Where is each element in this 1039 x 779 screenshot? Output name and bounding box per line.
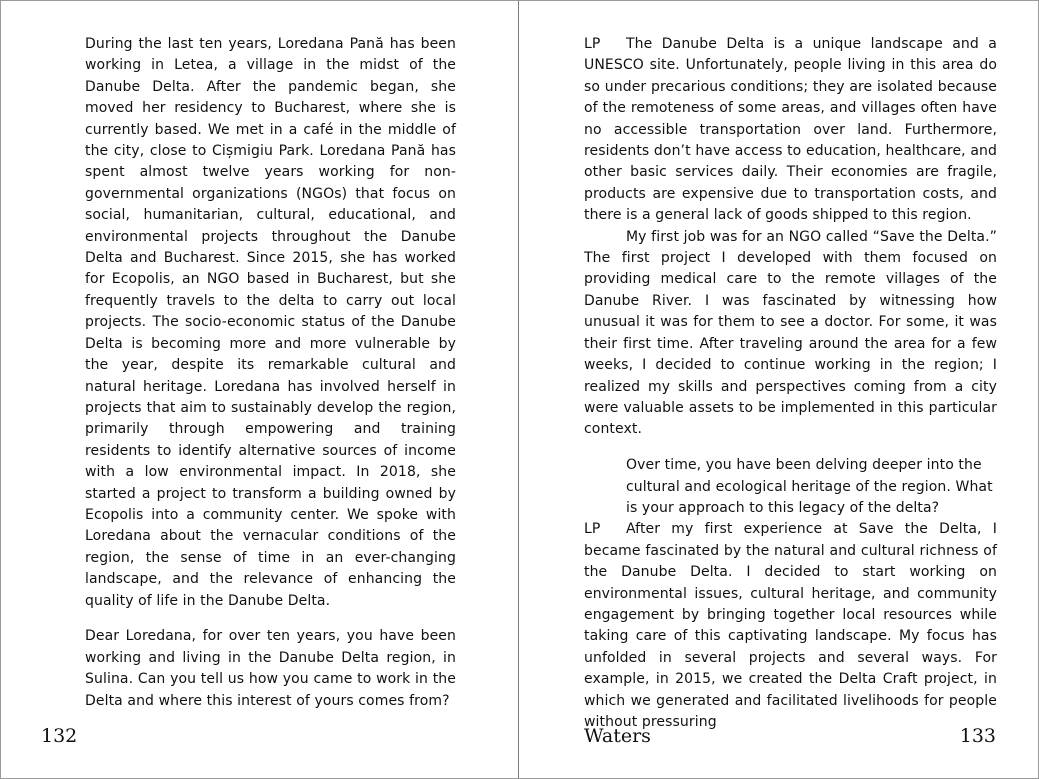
answer-1-paragraph-1 [584,34,997,227]
paragraph-gap [85,612,456,627]
paragraph-gap [584,441,997,456]
left-page-text [85,34,456,712]
answer-1a-text: The Danube Delta is a unique landscape and a UNESCO site. Unfortunately, people living in this area do so under precarious conditions; they are isolated because of the remoteness of some areas, and villages often have no accessible transportation over land. Furthermore, residents don’t have access to education, healthcare, and other basic services daily. Their economies are fragile, products are expensive due to transportation costs, and there is a general lack of goods shipped to this region. [584,36,997,224]
running-head: Waters [584,725,651,747]
interview-question-1: Dear Loredana, for over ten years, you have been working and living in the Danube Delta region, in Sulina. Can you tell us how you came to work in the Delta and where this interest of yours comes from? [85,628,456,709]
frame-border-left [0,0,1,779]
left-page [0,0,519,779]
answer-1-paragraph-2: My first job was for an NGO called “Save the Delta.” The first project I developed with them focused on providing medical care to the remote villages of the Danube River. I was fascinated by witnessing how unusual it was for them to see a doctor. For some, it was their first time. After traveling around the area for a few weeks, I decided to continue working in the region; I realized my skills and perspectives coming from a city were valuable assets to be implemented in this particular context. [584,228,997,438]
speaker-label: LP [584,521,601,538]
page-number-right: 133 [959,725,996,747]
speaker-label: LP [584,36,601,52]
intro-paragraph: During the last ten years, Loredana Pană has been working in Letea, a village in the midst of the Danube Delta. After the pandemic began, she moved her residency to Bucharest, where she is currently based. We met in a café in the middle of the city, close to Cișmigiu Park. Loredana Pană has spent almost twelve years working for non-governmental organizations (NGOs) that focus on social, humanitarian, cultural, educational, and environmental projects throughout the Danube Delta and Bucharest. Since 2015, she has worked for Ecopolis, an NGO based in Bucharest, but she frequently travels to the delta to carry out local projects. The socio-economic status of the Danube Delta is becoming more and more vulnerable by the year, despite its remarkable cultural and natural heritage. Loredana has involved herself in projects that aim to sustainably develop the region, primarily through empowering and training residents to identify alternative sources of income with a low environmental impact. In 2018, she started a project to transform a building owned by Ecopolis into a community center. We spoke with Loredana about the vernacular conditions of the region, the sense of time in an ever-changing landscape, and the relevance of enhancing the quality of life in the Danube Delta. [85,36,456,609]
page-number-left: 132 [41,725,78,747]
answer-2-paragraph [584,519,997,733]
right-page-text [584,34,997,734]
frame-border-top [0,0,1039,1]
interview-question-2: Over time, you have been delving deeper into the cultural and ecological heritage of the region. What is your approach to this legacy of the delta? [626,457,993,517]
answer-2-text: After my first experience at Save the Delta, I became fascinated by the natural and cultural richness of the Danube Delta. I decided to start working on environmental issues, cultural heritage, and community engagement by bringing together local resources while taking care of this captivating landscape. My focus has unfolded in several projects and several ways. For example, in 2015, we created the Delta Craft project, in which we generated and facilitated livelihoods for people without pressuring [584,521,997,731]
right-page [520,0,1039,779]
